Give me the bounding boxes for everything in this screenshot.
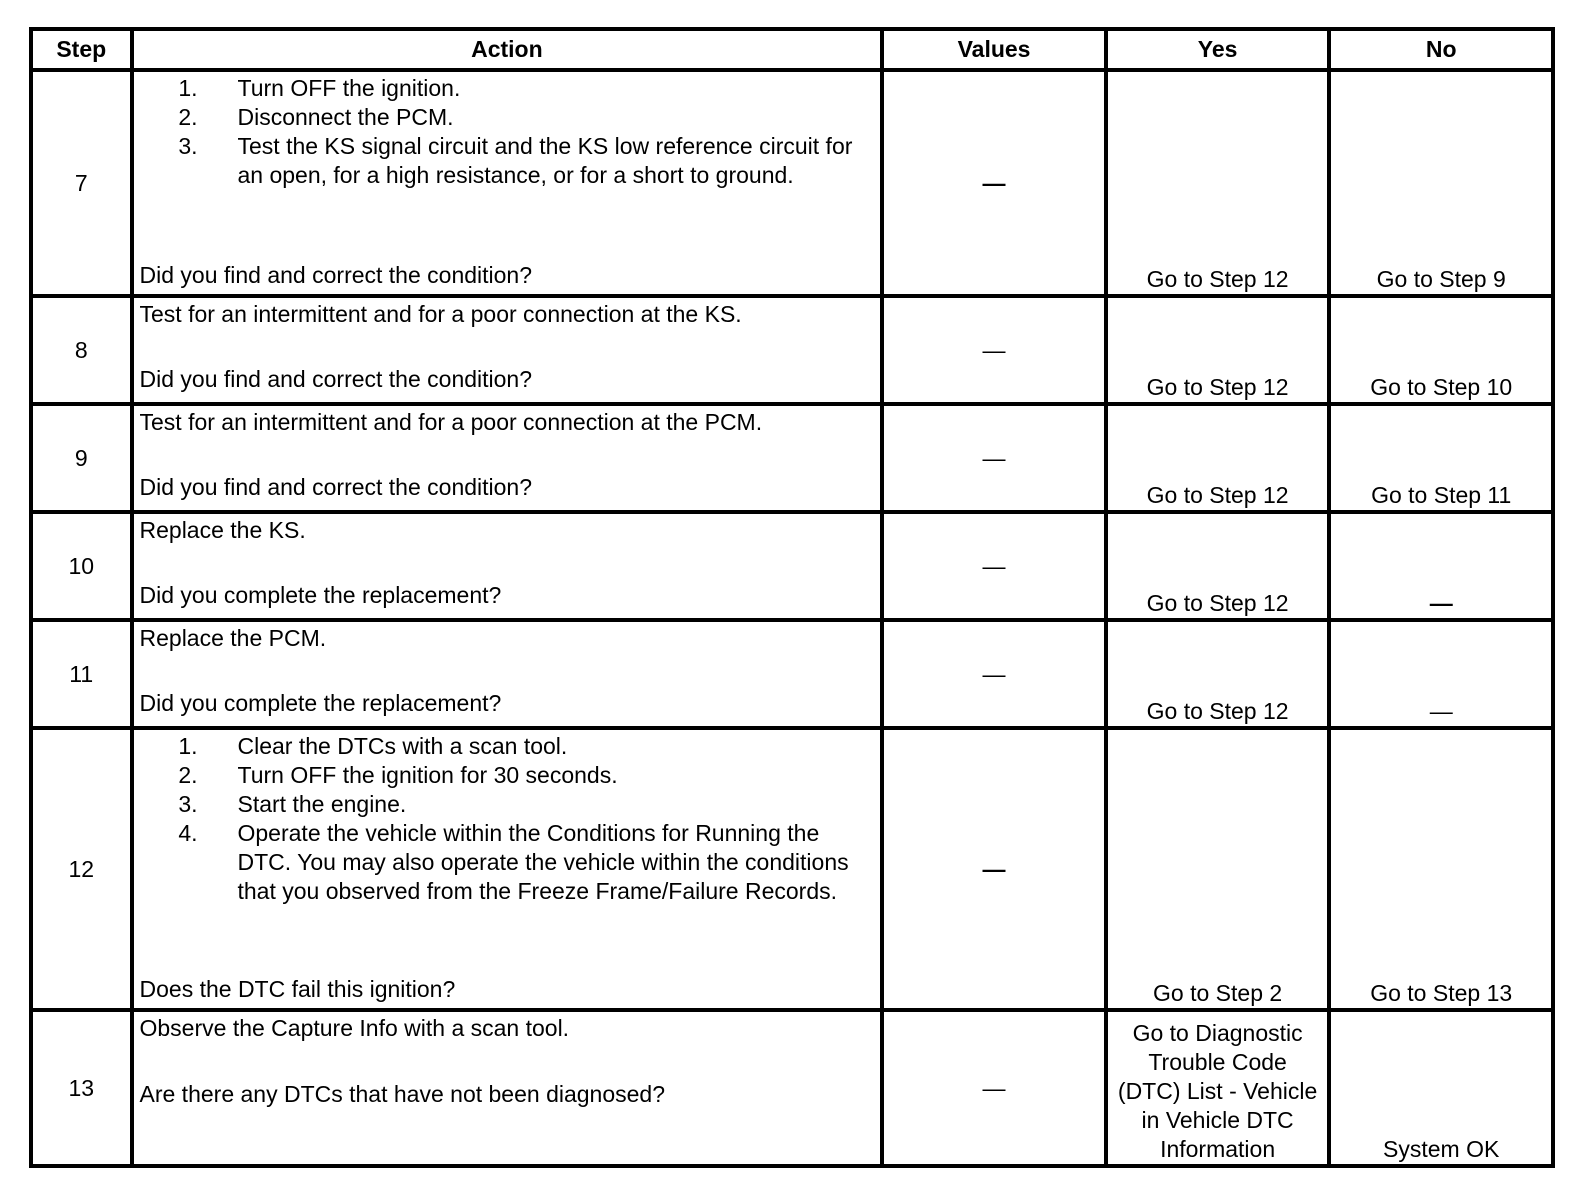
yes-cell: Go to Step 12 — [1106, 70, 1330, 296]
values-dash: — — [982, 336, 1006, 363]
list-item-text: Turn OFF the ignition. — [237, 75, 461, 101]
values-dash: — — [982, 169, 1006, 196]
list-item — [140, 790, 875, 819]
action-question: Did you find and correct the condition? — [139, 474, 533, 500]
action-cell — [132, 404, 883, 512]
list-item-number: 4. — [178, 820, 198, 846]
list-item-number: 2. — [178, 104, 198, 130]
values-dash: — — [982, 660, 1006, 687]
values-cell — [882, 728, 1106, 1010]
yes-cell: Go to Step 2 — [1106, 728, 1330, 1010]
action-question: Did you complete the replacement? — [139, 690, 502, 716]
values-cell — [882, 296, 1106, 404]
header-row — [31, 29, 1553, 70]
list-item — [140, 732, 875, 761]
values-dash: — — [982, 855, 1006, 882]
action-steps-list — [140, 74, 875, 190]
table-row-step-13 — [31, 1010, 1553, 1166]
table-row-step-9 — [31, 404, 1553, 512]
values-dash: — — [982, 1074, 1006, 1101]
action-cell — [132, 620, 883, 728]
list-item-text: Start the engine. — [237, 791, 407, 817]
table-row-step-8 — [31, 296, 1553, 404]
action-cell — [132, 1010, 883, 1166]
list-item-number: 3. — [178, 791, 198, 817]
list-item-text: Clear the DTCs with a scan tool. — [237, 733, 568, 759]
no-cell: Go to Step 10 — [1329, 296, 1553, 404]
action-text: Test for an intermittent and for a poor connection at the KS. — [139, 301, 742, 327]
values-cell — [882, 512, 1106, 620]
table-row-step-11 — [31, 620, 1553, 728]
step-number: 12 — [31, 728, 132, 1010]
list-item-number: 1. — [178, 75, 198, 101]
no-dash: — — [1429, 590, 1453, 616]
step-number: 9 — [31, 404, 132, 512]
action-cell — [132, 296, 883, 404]
yes-cell: Go to Step 12 — [1106, 512, 1330, 620]
yes-cell: Go to Step 12 — [1106, 404, 1330, 512]
action-question: Did you find and correct the condition? — [139, 262, 533, 288]
step-number: 7 — [31, 70, 132, 296]
action-question: Did you find and correct the condition? — [139, 366, 533, 392]
step-number: 10 — [31, 512, 132, 620]
values-dash: — — [982, 552, 1006, 579]
list-item-number: 3. — [178, 133, 198, 159]
step-number: 8 — [31, 296, 132, 404]
action-cell — [132, 728, 883, 1010]
list-item-text: Operate the vehicle within the Conditions for Running the DTC. You may also operate the vehicle within the conditions that you observed from the Freeze Frame/Failure Records. — [237, 820, 849, 904]
yes-cell-text: Go to Diagnostic Trouble Code (DTC) List - Vehicle in Vehicle DTC Information — [1117, 1020, 1318, 1162]
list-item-text: Disconnect the PCM. — [237, 104, 454, 130]
action-text: Test for an intermittent and for a poor connection at the PCM. — [139, 409, 763, 435]
list-item-number: 1. — [178, 733, 198, 759]
list-item-number: 2. — [178, 762, 198, 788]
table-row-step-7 — [31, 70, 1553, 296]
values-dash: — — [982, 444, 1006, 471]
no-cell: Go to Step 11 — [1329, 404, 1553, 512]
action-question: Did you complete the replacement? — [139, 582, 502, 608]
no-cell — [1329, 620, 1553, 728]
header-step: Step — [31, 29, 132, 70]
action-cell — [132, 512, 883, 620]
values-cell — [882, 620, 1106, 728]
list-item — [140, 103, 875, 132]
header-no: No — [1329, 29, 1553, 70]
list-item — [140, 819, 875, 906]
list-item — [140, 132, 875, 190]
list-item-text: Turn OFF the ignition for 30 seconds. — [237, 762, 618, 788]
no-cell — [1329, 512, 1553, 620]
action-text: Observe the Capture Info with a scan tool. — [139, 1015, 570, 1041]
step-number: 11 — [31, 620, 132, 728]
header-action: Action — [132, 29, 883, 70]
no-dash: — — [1429, 698, 1453, 724]
diagnostic-table — [29, 27, 1555, 1168]
action-text: Replace the PCM. — [139, 625, 327, 651]
list-item — [140, 74, 875, 103]
yes-cell: Go to Step 12 — [1106, 620, 1330, 728]
action-question: Are there any DTCs that have not been diagnosed? — [139, 1081, 666, 1107]
values-cell — [882, 1010, 1106, 1166]
step-number: 13 — [31, 1010, 132, 1166]
list-item-text: Test the KS signal circuit and the KS low reference circuit for an open, for a high resistance, or for a short to ground. — [237, 133, 853, 188]
list-item — [140, 761, 875, 790]
header-values: Values — [882, 29, 1106, 70]
values-cell — [882, 404, 1106, 512]
table-row-step-10 — [31, 512, 1553, 620]
action-steps-list — [140, 732, 875, 906]
table-row-step-12 — [31, 728, 1553, 1010]
action-cell — [132, 70, 883, 296]
no-cell: System OK — [1329, 1010, 1553, 1166]
yes-cell — [1106, 1010, 1330, 1166]
action-text: Replace the KS. — [139, 517, 306, 543]
action-question: Does the DTC fail this ignition? — [139, 976, 456, 1002]
no-cell: Go to Step 13 — [1329, 728, 1553, 1010]
header-yes: Yes — [1106, 29, 1330, 70]
no-cell: Go to Step 9 — [1329, 70, 1553, 296]
yes-cell: Go to Step 12 — [1106, 296, 1330, 404]
values-cell — [882, 70, 1106, 296]
